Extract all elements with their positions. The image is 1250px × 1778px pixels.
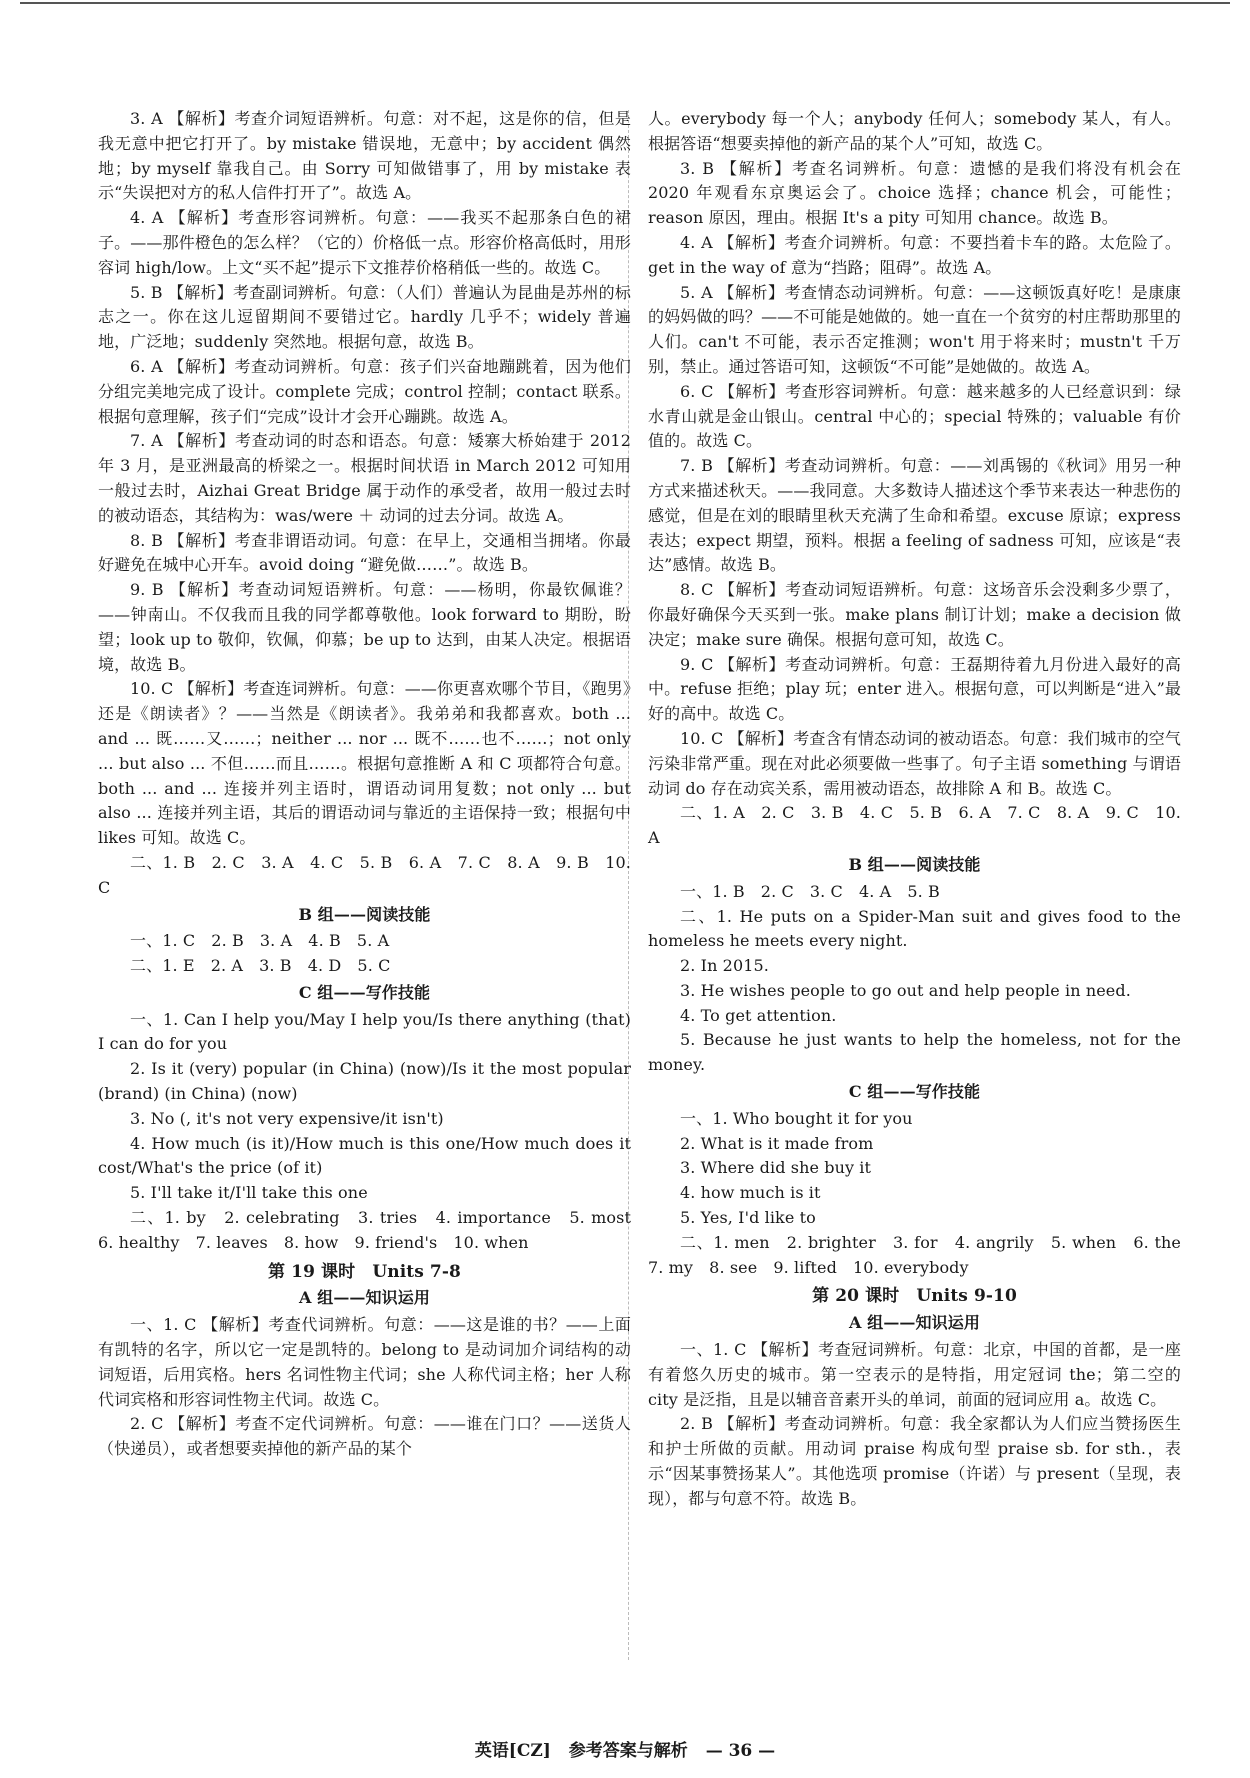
left-column [98, 107, 648, 1462]
section-heading: B 组——阅读技能 [848, 854, 981, 874]
answer-item: 3. No (, it's not very expensive/it isn't) [130, 1108, 444, 1128]
answer-item: 6. A 【解析】考查动词辨析。句意：孩子们兴奋地蹦跳着，因为他们分组完美地完成了设计。complete 完成；control 控制；contact 联系。根据句意理解，孩子们“完成”设计才会开心蹦跳。故选 A。 [98, 356, 631, 426]
answer-item: 一、1. C 【解析】考查代词辨析。句意：——这是谁的书？——上面有凯特的名字，所以它一定是凯特的。belong to 是动词加介词结构的动词短语，后用宾格。hers 名词性物主代词；she 人称代词主格；her 人称代词宾格和形容词性物主代词。故选 C。 [98, 1315, 631, 1409]
answer-item: 10. C 【解析】考查含有情态动词的被动语态。句意：我们城市的空气污染非常严重。现在对此必须要做一些事了。句子主语 something 与谓语动词 do 存在动宾关系，需用被动语态，故排除 A 和 B。故选 C。 [648, 728, 1181, 798]
lesson-heading: 第 19 课时 Units 7-8 [268, 1261, 461, 1282]
answer-item: 7. A 【解析】考查动词的时态和语态。句意：矮寨大桥始建于 2012 年 3 月，是亚洲最高的桥梁之一。根据时间状语 in March 2012 可知用一般过去时，Aizhai Great Bridge 属于动作的承受者，故用一般过去时的被动语态，其结构为：was/were ＋ 动词的过去分词。故选 A。 [98, 431, 631, 525]
answer-list: 二、1. A 2. C 3. B 4. C 5. B 6. A 7. C 8. A 9. C 10. A [648, 803, 1181, 848]
answer-item: 5. B 【解析】考查副词辨析。句意：（人们）普遍认为昆曲是苏州的标志之一。你在这儿逗留期间不要错过它。hardly 几乎不；widely 普遍地，广泛地；suddenly 突然地。根据句意，故选 B。 [98, 282, 631, 352]
answer-list: 二、1. B 2. C 3. A 4. C 5. B 6. A 7. C 8. A 9. B 10. C [98, 852, 631, 897]
section-heading: A 组——知识运用 [849, 1313, 980, 1333]
answer-item: 一、1. Can I help you/May I help you/Is there anything (that) I can do for you [98, 1009, 631, 1054]
page-number: — 36 — [705, 1741, 776, 1761]
answer-item: 3. B 【解析】考查名词辨析。句意：遗憾的是我们将没有机会在 2020 年观看东京奥运会了。choice 选择；chance 机会，可能性；reason 原因，理由。根据 It's a pity 可知用 chance。故选 B。 [648, 158, 1181, 228]
answer-item: 2. In 2015. [680, 956, 769, 976]
answer-item: 2. B 【解析】考查动词辨析。句意：我全家都认为人们应当赞扬医生和护士所做的贡献。用动词 praise 构成句型 praise sb. for sth.，表示“因某事赞扬某人”。其他选项 promise（许诺）与 present（呈现，表现），都与句意不符。故选 B。 [648, 1414, 1181, 1508]
answer-item: 9. C 【解析】考查动词辨析。句意：王磊期待着九月份进入最好的高中。refuse 拒绝；play 玩；enter 进入。根据句意，可以判断是“进入”最好的高中。故选 C。 [648, 654, 1181, 724]
section-heading: C 组——写作技能 [848, 1082, 981, 1102]
answer-item: 人。everybody 每一个人；anybody 任何人；somebody 某人，有人。根据答语“想要卖掉他的新产品的某个人”可知，故选 C。 [648, 109, 1181, 153]
section-heading: C 组——写作技能 [298, 982, 431, 1002]
answer-list: 一、1. C 2. B 3. A 4. B 5. A [130, 931, 390, 951]
answer-item: 2. C 【解析】考查不定代词辨析。句意：——谁在门口？——送货人（快递员），或者想要卖掉他的新产品的某个 [98, 1414, 631, 1459]
answer-item: 7. B 【解析】考查动词辨析。句意：——刘禹锡的《秋词》用另一种方式来描述秋天。——我同意。大多数诗人描述这个季节来表达一种悲伤的感觉，但是在刘的眼睛里秋天充满了生命和希望。excuse 原谅；express 表达；expect 期望，预料。根据 a feeling of sadness 可知，应该是“表达”感情。故选 B。 [648, 456, 1181, 575]
answer-item: 5. Because he just wants to help the homeless, not for the money. [648, 1030, 1181, 1075]
section-heading: A 组——知识运用 [299, 1288, 430, 1308]
answer-item: 4. A 【解析】考查介词辨析。句意：不要挡着卡车的路。太危险了。get in the way of 意为“挡路；阻碍”。故选 A。 [648, 232, 1181, 277]
answer-item: 2. What is it made from [680, 1133, 874, 1153]
section-heading: B 组——阅读技能 [298, 904, 431, 924]
answer-list: 二、1. E 2. A 3. B 4. D 5. C [130, 956, 391, 976]
answer-item: 4. A 【解析】考查形容词辨析。句意：——我买不起那条白色的裙子。——那件橙色的怎么样？（它的）价格低一点。形容价格高低时，用形容词 high/low。上文“买不起”提示下文推荐价格稍低一些的。故选 C。 [98, 208, 631, 277]
answer-item: 4. How much (is it)/How much is this one/How much does it cost/What's the price (of it) [98, 1133, 631, 1178]
answer-item: 3. He wishes people to go out and help people in need. [680, 980, 1131, 1000]
right-column [648, 107, 1198, 1512]
answer-list: 一、1. B 2. C 3. C 4. A 5. B [680, 881, 940, 901]
answer-item: 5. I'll take it/I'll take this one [130, 1183, 368, 1203]
answer-item: 6. C 【解析】考查形容词辨析。句意：越来越多的人已经意识到：绿水青山就是金山银山。central 中心的；special 特殊的；valuable 有价值的。故选 C。 [648, 381, 1181, 451]
answer-item: 4. To get attention. [680, 1005, 837, 1025]
answer-item: 一、1. C 【解析】考查冠词辨析。句意：北京，中国的首都，是一座有着悠久历史的城市。第一空表示的是特指，用定冠词 the；第二空的 city 是泛指，且是以辅音音素开头的单词，前面的冠词应用 a。故选 C。 [648, 1340, 1181, 1409]
answer-item: 一、1. Who bought it for you [680, 1108, 913, 1128]
answer-item: 9. B 【解析】考查动词短语辨析。句意：——杨明，你最钦佩谁？——钟南山。不仅我而且我的同学都尊敬他。look forward to 期盼，盼望；look up to 敬仰，钦佩，仰慕；be up to 达到，由某人决定。根据语境，故选 B。 [98, 580, 631, 674]
lesson-heading: 第 20 课时 Units 9-10 [812, 1286, 1017, 1307]
answer-item: 5. A 【解析】考查情态动词辨析。句意：——这顿饭真好吃！是康康的妈妈做的吗？——不可能是她做的。她一直在一个贫穷的村庄帮助那里的人们。can't 不可能，表示否定推测；won't 用于将来时；mustn't 千万别，禁止。通过答语可知，这顿饭“不可能”是她做的。故选 A。 [648, 282, 1181, 376]
answer-item: 10. C 【解析】考查连词辨析。句意：——你更喜欢哪个节目，《跑男》还是《朗读者》？——当然是《朗读者》。我弟弟和我都喜欢。both ... and ... 既……又……；neither ... nor ... 既不……也不……；not only ... but also ... 不但……而且……。根据句意推断 A 和 C 项都符合句意。both ... and ... 连接并列主语时，谓语动词用复数；not only ... but also ... 连接并列主语，其后的谓语动词与靠近的主语保持一致；根据句中 likes 可知。故选 C。 [98, 679, 631, 848]
footer-subject: 英语[CZ] [474, 1741, 551, 1761]
answer-item: 2. Is it (very) popular (in China) (now)/Is it the most popular (brand) (in China) (now) [98, 1059, 631, 1104]
footer-title: 参考答案与解析 [568, 1741, 688, 1761]
answer-list: 二、1. men 2. brighter 3. for 4. angrily 5. when 6. the 7. my 8. see 9. lifted 10. everybody [648, 1232, 1198, 1277]
answer-item: 5. Yes, I'd like to [680, 1208, 816, 1228]
answer-item: 8. C 【解析】考查动词短语辨析。句意：这场音乐会没剩多少票了，你最好确保今天买到一张。make plans 制订计划；make a decision 做决定；make sure 确保。根据句意可知，故选 C。 [648, 580, 1181, 649]
page-footer [0, 1736, 1250, 1761]
answer-item: 4. how much is it [680, 1183, 821, 1203]
answer-list: 二、1. by 2. celebrating 3. tries 4. importance 5. most 6. healthy 7. leaves 8. how 9. friend's 10. when [98, 1208, 648, 1252]
answer-item: 3. A 【解析】考查介词短语辨析。句意：对不起，这是你的信，但是我无意中把它打开了。by mistake 错误地，无意中；by accident 偶然地；by myself 靠我自己。由 Sorry 可知做错事了，用 by mistake 表示“失误把对方的私人信件打开了”。故选 A。 [98, 109, 631, 203]
answer-item: 3. Where did she buy it [680, 1158, 872, 1178]
answer-item: 二、1. He puts on a Spider-Man suit and gives food to the homeless he meets every night. [648, 906, 1181, 951]
top-rule [20, 2, 1230, 4]
answer-item: 8. B 【解析】考查非谓语动词。句意：在早上，交通相当拥堵。你最好避免在城中心开车。avoid doing “避免做……”。故选 B。 [98, 530, 631, 575]
